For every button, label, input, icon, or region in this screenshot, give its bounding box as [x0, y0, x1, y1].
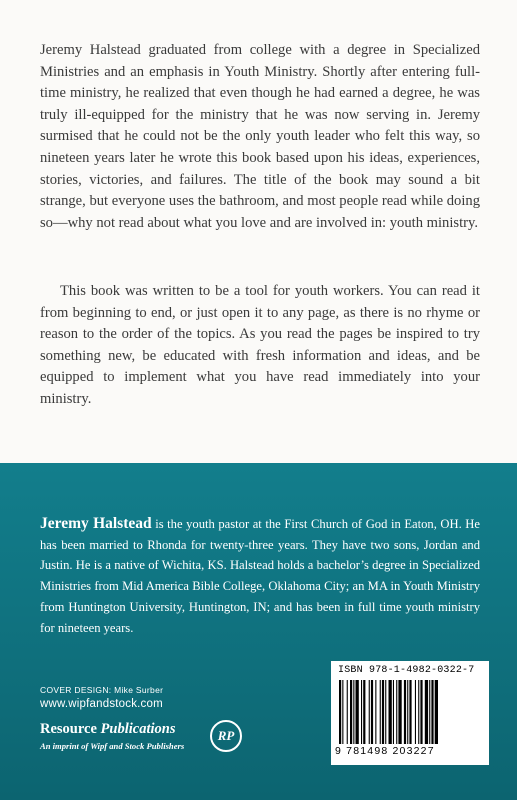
publisher-logo-text: RP [217, 728, 235, 743]
description-paragraph-1: Jeremy Halstead graduated from college with a degree in Specialized Ministries and an emphasis in Youth Ministry. Shortly after entering full-time ministry, he realized that even though he had earned a degree, he was truly ill-equipped for the ministry that he was now serving in. Jeremy surmised that he could not be the only youth leader who felt this way, so nineteen years later he wrote this book based upon his ideas, experiences, stories, victories, and failures. The title of the book may sound a bit strange, but everyone uses the bathroom, and most people read while doing so—why not read about what you love and are involved in: youth ministry. [40, 42, 480, 231]
barcode-bar [415, 680, 416, 744]
author-bio-text: is the youth pastor at the First Church of God in Eaton, OH. He has been married to Rhonda for twenty-three years. They have two sons, Jordan and Justin. He is a native of Wichita, KS. Halstead holds a bachelor’s degree in Specialized Ministries from Mid America Bible College, Oklahoma City; an MA in Youth Ministry from Huntington University, Huntington, IN; and has been in full time youth ministry for nineteen years. [40, 517, 480, 635]
barcode-bar [435, 680, 438, 744]
barcode-bar [342, 680, 343, 744]
barcode-bar [398, 680, 401, 744]
description-paragraph-2: This book was written to be a tool for youth workers. You can read it from beginning to end, or just open it to any page, as there is no rhyme or reason to the order of the topics. As you read the pages be inspired to try something new, be educated with fresh information and ideas, and be equipped to implement what you have read immediately into your ministry. [40, 283, 480, 407]
barcode-bar [369, 680, 370, 744]
isbn-label: ISBN 978-1-4982-0322-7 [338, 665, 475, 676]
barcode-bar [429, 680, 430, 744]
cover-design-credit: COVER DESIGN: Mike Surber [40, 685, 164, 695]
barcode-bar [382, 680, 384, 744]
author-bio [40, 514, 480, 638]
barcode-bar [404, 680, 406, 744]
barcode-bar [407, 680, 408, 744]
barcode-bar [425, 680, 428, 744]
barcode-bar [350, 680, 352, 744]
barcode-bar [393, 680, 394, 744]
publisher-name-part1: Resource [40, 721, 101, 737]
author-name: Jeremy Halstead [40, 515, 152, 532]
publisher-name [40, 721, 175, 738]
barcode-bar [361, 680, 362, 744]
barcode-bar [356, 680, 359, 744]
barcode-bar [375, 680, 376, 744]
barcode-bar [385, 680, 386, 744]
barcode-bar [353, 680, 354, 744]
author-panel [0, 463, 517, 800]
publisher-name-part2: Publications [100, 721, 176, 737]
barcode-bar [389, 680, 392, 744]
barcode-bar [431, 680, 433, 744]
barcode-bar [339, 680, 341, 744]
barcode-bar [409, 680, 411, 744]
publisher-website: www.wipfandstock.com [40, 698, 163, 710]
barcode-bar [347, 680, 348, 744]
publisher-imprint: An imprint of Wipf and Stock Publishers [40, 741, 185, 751]
publisher-logo-icon [210, 720, 242, 752]
barcode-bar [363, 680, 365, 744]
barcode-bar [371, 680, 373, 744]
barcode-bar [420, 680, 422, 744]
barcode-bar [396, 680, 397, 744]
barcode-bar [418, 680, 419, 744]
barcode-digits: 9 781498 203227 [335, 745, 435, 757]
barcode-bar [380, 680, 381, 744]
barcode-box [331, 661, 489, 765]
barcode-icon [339, 680, 481, 744]
